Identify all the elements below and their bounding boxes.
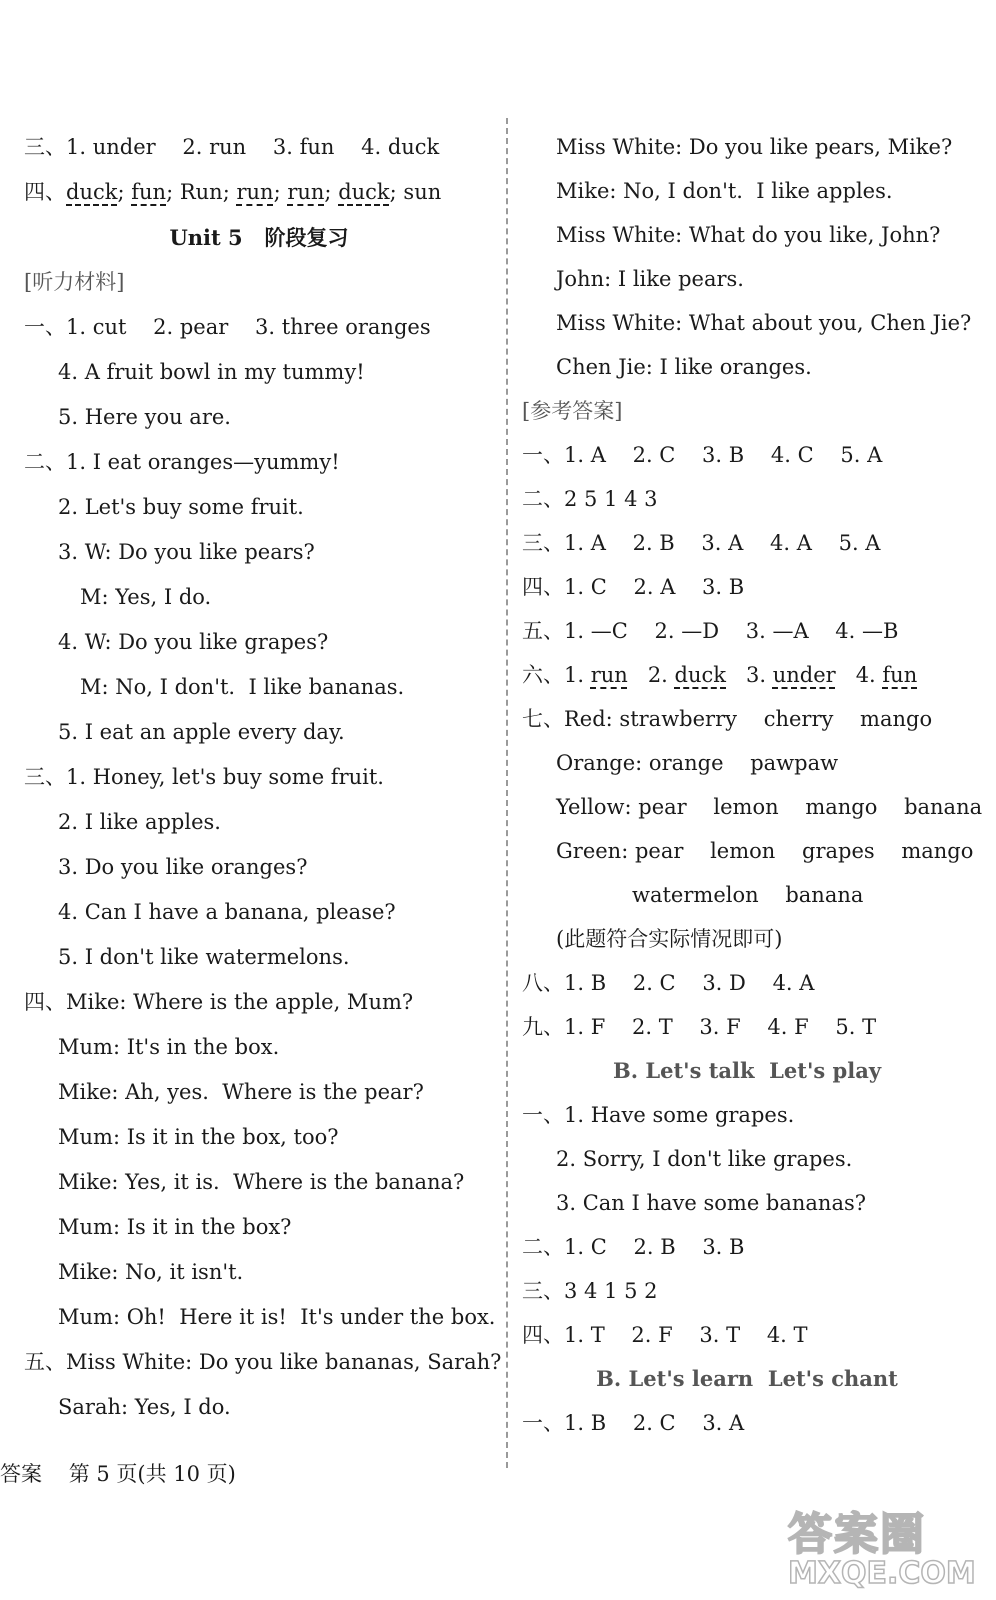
answer-number: 3.	[746, 663, 773, 687]
transcript-line: 五、Miss White: Do you like bananas, Sarah?	[24, 1350, 502, 1374]
transcript-line: 3. Do you like oranges?	[58, 855, 308, 879]
answer-line: 二、2 5 1 4 3	[522, 487, 658, 511]
answer-number: 1.	[564, 663, 591, 687]
answer-word: under	[772, 663, 836, 687]
answer-word: Run	[179, 180, 223, 204]
answer-line: 七、Red: strawberry cherry mango	[522, 707, 933, 731]
answer-word: run	[236, 180, 274, 204]
column-divider	[506, 118, 508, 1468]
transcript-line: 5. Here you are.	[58, 405, 231, 429]
answer-line: 一、1. B 2. C 3. A	[522, 1411, 745, 1435]
transcript-line: Mike: No, I don't. I like apples.	[556, 179, 893, 203]
section-heading: B. Let's talk Let's play	[612, 1058, 882, 1083]
watermark-top: 答案圈	[788, 1509, 926, 1560]
answer-line: watermelon banana	[632, 883, 864, 907]
answer-line: Green: pear lemon grapes mango	[556, 839, 974, 863]
answer-word: sun	[403, 180, 442, 204]
listening-tag: [听力材料]	[24, 270, 125, 294]
unit-title: Unit 5 阶段复习	[169, 225, 349, 250]
answer-word: run	[590, 663, 628, 687]
answer-line: 三、1. under 2. run 3. fun 4. duck	[24, 135, 440, 159]
transcript-line: Chen Jie: I like oranges.	[556, 355, 812, 379]
answer-number: 4.	[855, 663, 883, 687]
section-heading: B. Let's learn Let's chant	[596, 1366, 898, 1391]
transcript-line: John: I like pears.	[556, 267, 744, 291]
transcript-line: 2. Let's buy some fruit.	[58, 495, 304, 519]
transcript-line: 4. A fruit bowl in my tummy!	[58, 360, 365, 384]
answer-line: 3. Can I have some bananas?	[556, 1191, 867, 1215]
answer-line: 九、1. F 2. T 3. F 4. F 5. T	[522, 1015, 877, 1039]
answer-word: duck	[66, 180, 118, 204]
answer-line: Yellow: pear lemon mango banana	[556, 795, 983, 819]
answer-line: 五、1. —C 2. —D 3. —A 4. —B	[522, 619, 899, 643]
page-footer: 答案 第 5 页(共 10 页)	[0, 1462, 236, 1486]
watermark-logo	[788, 1498, 978, 1591]
transcript-line: Mike: Yes, it is. Where is the banana?	[58, 1170, 465, 1194]
answer-line: 八、1. B 2. C 3. D 4. A	[522, 971, 815, 995]
transcript-line: Miss White: What do you like, John?	[556, 223, 941, 247]
answer-line: 一、1. Have some grapes.	[522, 1103, 795, 1127]
answer-line: Orange: orange pawpaw	[556, 751, 839, 775]
transcript-line: Mum: Is it in the box, too?	[58, 1125, 339, 1149]
transcript-line: 5. I don't like watermelons.	[58, 945, 350, 969]
answer-line: 三、3 4 1 5 2	[522, 1279, 658, 1303]
transcript-line: Miss White: What about you, Chen Jie?	[556, 311, 972, 335]
answers-tag: [参考答案]	[522, 399, 623, 423]
transcript-line: 4. W: Do you like grapes?	[58, 630, 329, 654]
answer-word: run	[287, 180, 325, 204]
watermark-bottom: MXQE.COM	[788, 1556, 976, 1591]
transcript-line: Mike: No, it isn't.	[58, 1260, 244, 1284]
transcript-line: M: Yes, I do.	[80, 585, 212, 609]
answer-line-underlined	[522, 653, 972, 697]
answer-word: duck	[338, 180, 390, 204]
transcript-line: M: No, I don't. I like bananas.	[80, 675, 405, 699]
transcript-line: 2. I like apples.	[58, 810, 221, 834]
transcript-line: 3. W: Do you like pears?	[58, 540, 315, 564]
answer-word: fun	[131, 180, 167, 204]
answer-line: 一、1. A 2. C 3. B 4. C 5. A	[522, 443, 883, 467]
transcript-line: Sarah: Yes, I do.	[58, 1395, 231, 1419]
transcript-line: Mike: Ah, yes. Where is the pear?	[58, 1080, 424, 1104]
answer-number: 2.	[647, 663, 675, 687]
transcript-line: 一、1. cut 2. pear 3. three oranges	[24, 315, 431, 339]
section-prefix: 四、	[24, 180, 66, 204]
right-column	[522, 125, 983, 1445]
transcript-line: 4. Can I have a banana, please?	[58, 900, 396, 924]
transcript-line: 二、1. I eat oranges—yummy!	[24, 450, 340, 474]
answer-line-underlined: 四、duck; fun; Run; run; run; duck; sun	[24, 180, 442, 204]
left-column	[24, 125, 502, 1430]
answer-line: 三、1. A 2. B 3. A 4. A 5. A	[522, 531, 881, 555]
transcript-line: 四、Mike: Where is the apple, Mum?	[24, 990, 414, 1014]
transcript-line: 三、1. Honey, let's buy some fruit.	[24, 765, 384, 789]
answer-word: duck	[674, 663, 726, 687]
transcript-line: 5. I eat an apple every day.	[58, 720, 345, 744]
answer-line: 四、1. C 2. A 3. B	[522, 575, 745, 599]
answer-word: fun	[882, 663, 918, 687]
answer-note: (此题符合实际情况即可)	[556, 927, 783, 951]
transcript-line: Mum: Oh! Here it is! It's under the box.	[58, 1305, 496, 1329]
transcript-line: Miss White: Do you like pears, Mike?	[556, 135, 953, 159]
answer-line: 四、1. T 2. F 3. T 4. T	[522, 1323, 808, 1347]
transcript-line: Mum: Is it in the box?	[58, 1215, 292, 1239]
transcript-line: Mum: It's in the box.	[58, 1035, 280, 1059]
answer-line: 二、1. C 2. B 3. B	[522, 1235, 745, 1259]
answer-line: 2. Sorry, I don't like grapes.	[556, 1147, 853, 1171]
section-prefix: 六、	[522, 663, 564, 687]
